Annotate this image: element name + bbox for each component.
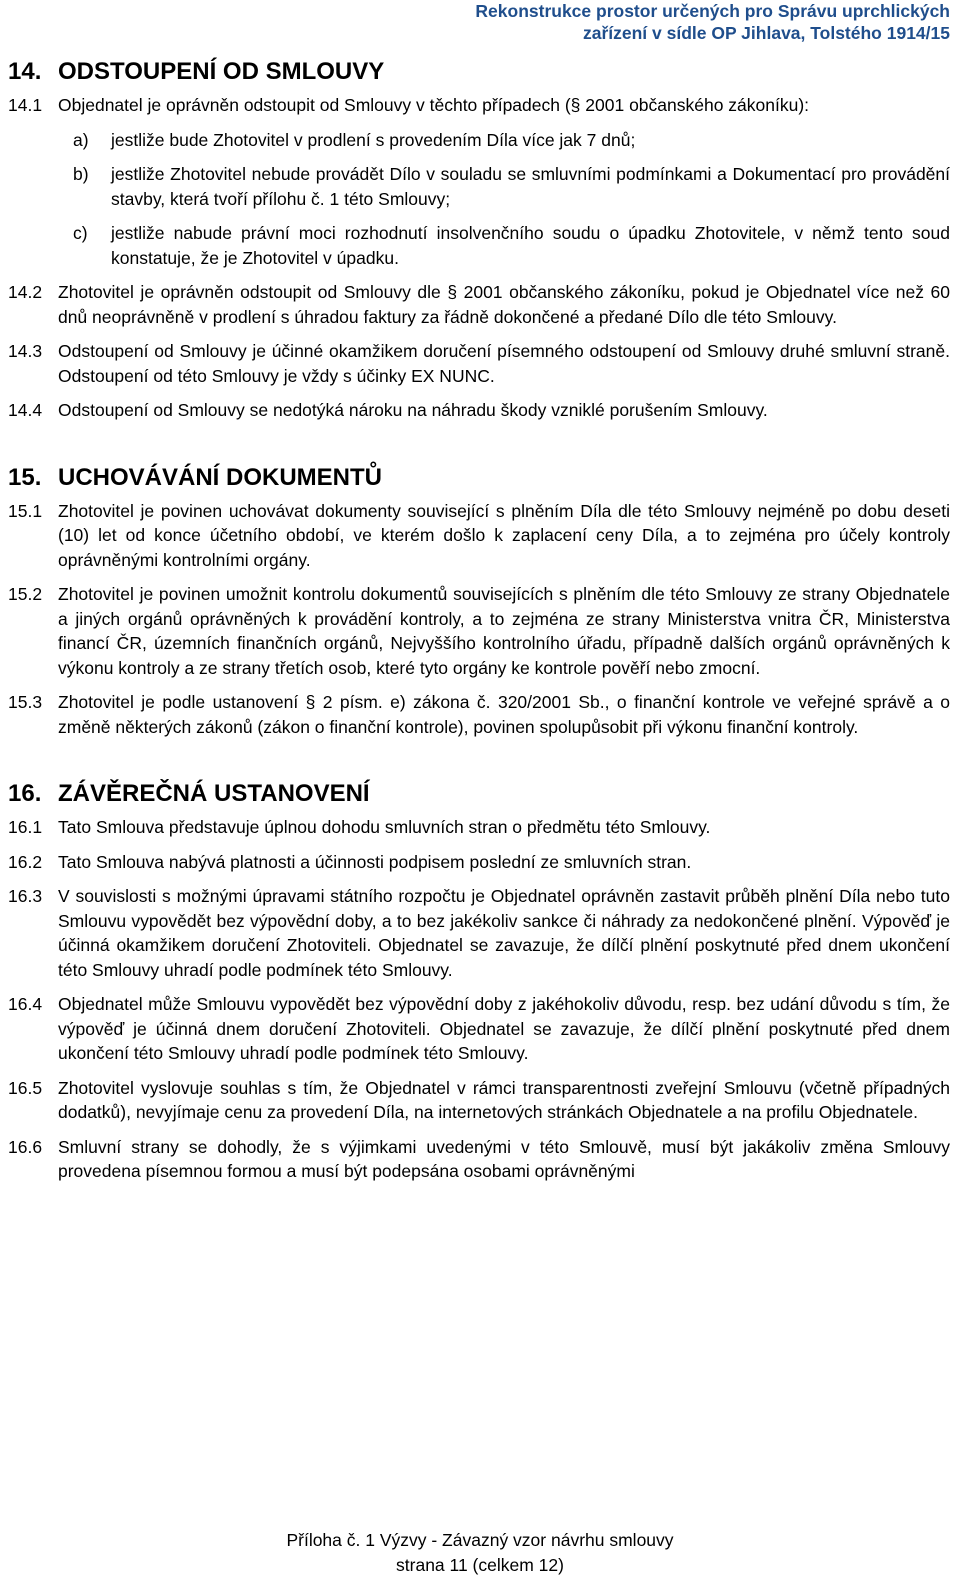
section-number: 15. bbox=[8, 463, 42, 491]
clause-15-1 bbox=[8, 499, 950, 573]
clause-number: 15.3 bbox=[8, 692, 43, 712]
section-heading: ZÁVĚREČNÁ USTANOVENÍ bbox=[58, 780, 370, 807]
clause-16-3 bbox=[8, 884, 950, 982]
clause-14-3 bbox=[8, 339, 950, 388]
section-heading: ODSTOUPENÍ OD SMLOUVY bbox=[58, 58, 385, 85]
clause-text: Objednatel může Smlouvu vypovědět bez výpovědní doby z jakéhokoliv důvodu, resp. bez udání důvodu s tím, že výpověď je účinná dnem doručení Zhotoviteli. Objednatel se zavazuje, že dílčí plnění poskytnuté před dnem ukončení této Smlouvy uhradí podle podmínek této Smlouvy. bbox=[58, 994, 950, 1063]
clause-text: Zhotovitel je povinen uchovávat dokumenty související s plněním Díla dle této Smlouvy nejméně po dobu deseti (10) let od konce účetního období, ve kterém došlo k zaplacení ceny Díla, a to zejména pro účely kontroly oprávněnými kontrolními orgány. bbox=[58, 500, 950, 570]
list-item-text: jestliže bude Zhotovitel v prodlení s provedením Díla více jak 7 dnů; bbox=[111, 129, 636, 150]
clause-text: Zhotovitel je oprávněn odstoupit od Smlouvy dle § 2001 občanského zákoníku, pokud je Objednatel více než 60 dnů neoprávněně v prodlení s úhradou faktury za řádně dokončené a předané Dílo dle této Smlouvy. bbox=[58, 282, 950, 327]
section-15-title bbox=[8, 463, 950, 493]
clause-number: 16.6 bbox=[8, 1136, 43, 1157]
clause-text: Zhotovitel je povinen umožnit kontrolu dokumentů souvisejících s plněním dle této Smlouvy ze strany Objednatele a jiných orgánů oprávněných k provádění kontroly, a to zejména ze strany Ministerstva vnitra ČR, Ministerstva financí ČR, územních finančních orgánů, Nejvyššího kontrolního úřadu, případně dalších orgánů oprávněných k výkonu kontroly a ze strany třetích osob, které tyto orgány ke kontrole pověří nebo zmocní. bbox=[58, 584, 950, 678]
clause-number: 15.1 bbox=[8, 500, 43, 521]
clause-15-2 bbox=[8, 582, 950, 680]
clause-number: 14.2 bbox=[8, 282, 43, 302]
list-item-letter: c) bbox=[73, 223, 88, 243]
clause-text: Zhotovitel je podle ustanovení § 2 písm. e) zákona č. 320/2001 Sb., o finanční kontrole ve veřejné správě a o změně některých zákonů (zákon o finanční kontrole), povinen spolupůsobit při výkonu finanční kontroly. bbox=[58, 692, 950, 737]
list-item-letter: b) bbox=[73, 164, 89, 184]
clause-text: Tato Smlouva nabývá platnosti a účinnosti podpisem poslední ze smluvních stran. bbox=[58, 851, 692, 872]
footer-attachment-label: Příloha č. 1 Výzvy - Závazný vzor návrhu smlouvy bbox=[286, 1530, 674, 1550]
list-item-b bbox=[73, 162, 950, 211]
clause-text: Objednatel je oprávněn odstoupit od Smlouvy v těchto případech (§ 2001 občanského zákoníku): bbox=[58, 95, 810, 115]
list-item-a bbox=[73, 128, 950, 153]
clause-16-5 bbox=[8, 1076, 950, 1125]
page-number: strana 11 (celkem 12) bbox=[396, 1555, 564, 1575]
clause-text: Odstoupení od Smlouvy je účinné okamžikem doručení písemného odstoupení od Smlouvy druhé smluvní straně. Odstoupení od této Smlouvy je vždy s účinky EX NUNC. bbox=[58, 341, 950, 386]
clause-text: Odstoupení od Smlouvy se nedotýká nároku na náhradu škody vzniklé porušením Smlouvy. bbox=[58, 400, 768, 420]
clause-14-1 bbox=[8, 93, 950, 118]
document-body bbox=[8, 57, 950, 1194]
list-item-c bbox=[73, 221, 950, 270]
clause-text: Smluvní strany se dohodly, že s výjimkami uvedenými v této Smlouvě, musí být jakákoliv změna Smlouvy provedena písemnou formou a musí být podepsána osobami oprávněnými bbox=[58, 1136, 950, 1181]
clause-14-2 bbox=[8, 280, 950, 329]
section-heading: UCHOVÁVÁNÍ DOKUMENTŮ bbox=[58, 463, 382, 491]
clause-16-4 bbox=[8, 992, 950, 1066]
section-number: 16. bbox=[8, 780, 42, 807]
clause-number: 16.2 bbox=[8, 851, 43, 872]
clause-text: Tato Smlouva představuje úplnou dohodu smluvních stran o předmětu této Smlouvy. bbox=[58, 817, 711, 837]
clause-number: 14.4 bbox=[8, 400, 43, 420]
clause-number: 14.1 bbox=[8, 95, 43, 115]
list-item-text: jestliže Zhotovitel nebude provádět Dílo v souladu se smluvními podmínkami a Dokumentací pro provádění stavby, která tvoří přílohu č. 1 této Smlouvy; bbox=[111, 164, 950, 209]
clause-16-6 bbox=[8, 1135, 950, 1184]
clause-text: Zhotovitel vyslovuje souhlas s tím, že Objednatel v rámci transparentnosti zveřejní Smlouvu (včetně případných dodatků), nevyjímaje cenu za provedení Díla, na internetových stránkách Objednatele a na profilu Objednatele. bbox=[58, 1077, 950, 1122]
clause-number: 16.5 bbox=[8, 1077, 43, 1098]
clause-number: 15.2 bbox=[8, 584, 43, 604]
clause-15-3 bbox=[8, 690, 950, 739]
clause-number: 16.4 bbox=[8, 994, 43, 1014]
section-number: 14. bbox=[8, 58, 42, 85]
list-item-letter: a) bbox=[73, 129, 89, 150]
section-14-title bbox=[8, 57, 950, 87]
header-line-1: Rekonstrukce prostor určených pro Správu uprchlických bbox=[475, 1, 950, 21]
clause-16-2 bbox=[8, 850, 950, 875]
clause-number: 14.3 bbox=[8, 341, 43, 361]
document-header bbox=[430, 0, 950, 44]
section-16-title bbox=[8, 779, 950, 809]
clause-number: 16.3 bbox=[8, 886, 43, 906]
clause-text: V souvislosti s možnými úpravami státního rozpočtu je Objednatel oprávněn zastavit průběh plnění Díla nebo tuto Smlouvu vypovědět bez výpovědní doby, a to bez jakékoliv sankce či náhrady za nedokončené plnění. Výpověď je účinná okamžikem doručení Zhotoviteli. Objednatel se zavazuje, že dílčí plnění poskytnuté před dnem ukončení této Smlouvy uhradí podle podmínek této Smlouvy. bbox=[58, 886, 950, 980]
header-line-2: zařízení v sídle OP Jihlava, Tolstého 1914/15 bbox=[582, 23, 950, 43]
clause-14-4 bbox=[8, 398, 950, 423]
clause-16-1 bbox=[8, 815, 950, 840]
list-item-text: jestliže nabude právní moci rozhodnutí insolvenčního soudu o úpadku Zhotovitele, v němž tento soud konstatuje, že je Zhotovitel v úpadku. bbox=[111, 223, 950, 268]
document-footer bbox=[0, 1528, 960, 1578]
clause-number: 16.1 bbox=[8, 817, 43, 837]
